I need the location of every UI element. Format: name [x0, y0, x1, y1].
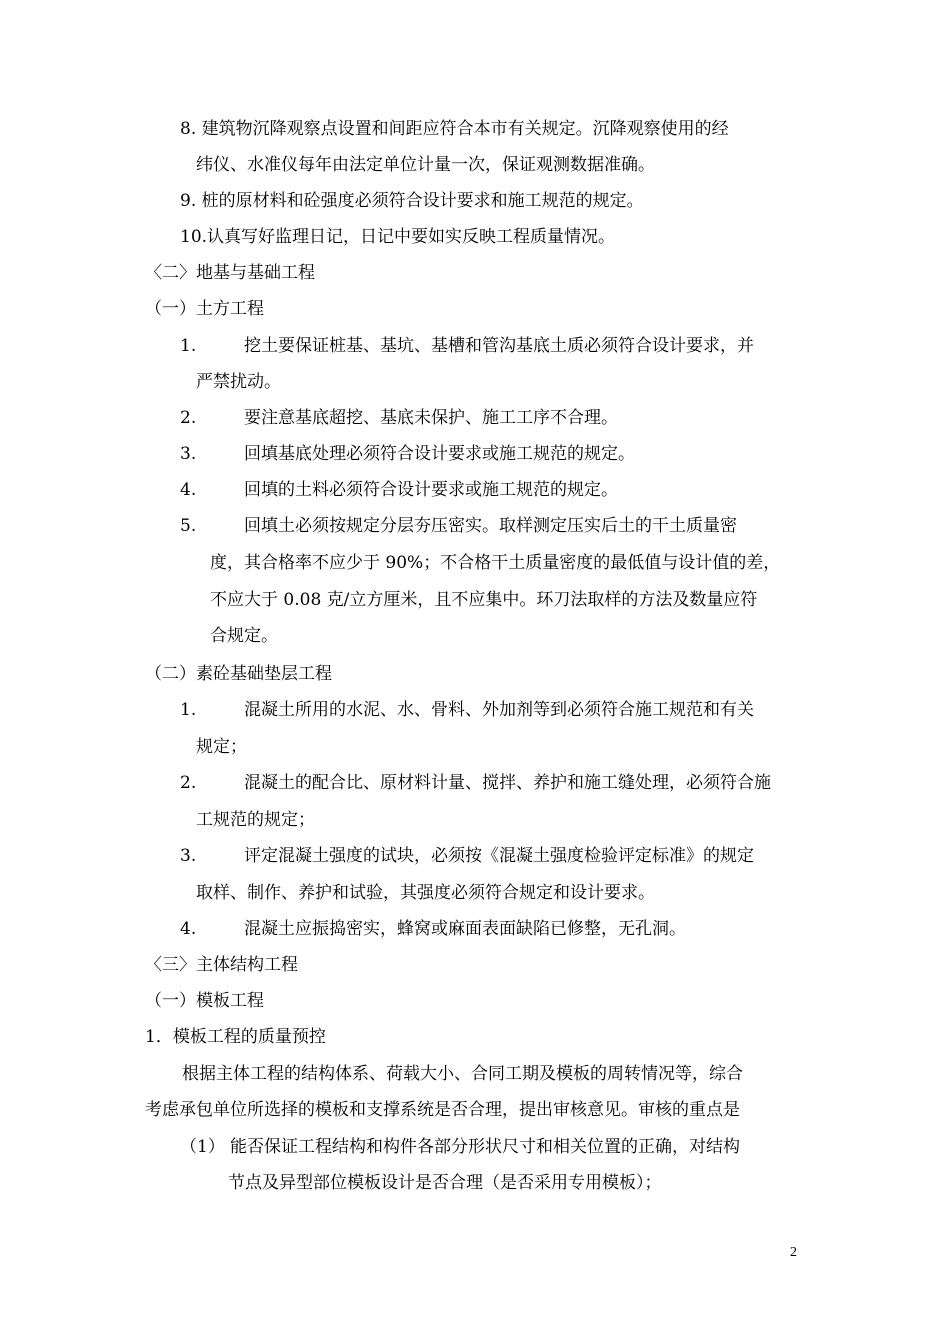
- concrete-item-2-line-1: 2. 混凝土的配合比、原材料计量、搅拌、养护和施工缝处理，必须符合施: [180, 773, 771, 793]
- review-item-1-line-1: （1） 能否保证工程结构和构件各部分形状尺寸和相关位置的正确，对结构: [180, 1137, 740, 1157]
- section-heading: 〈三〉主体结构工程: [145, 955, 298, 975]
- item-number: 3.: [180, 846, 197, 866]
- item-number: 2.: [180, 408, 197, 428]
- item-number: 3.: [180, 444, 197, 464]
- concrete-item-4-line-1: 4. 混凝土应振捣密实，蜂窝或麻面表面缺陷已修整，无孔洞。: [180, 919, 686, 939]
- item-number: 2.: [180, 773, 197, 793]
- review-item-1-line-2: 节点及异型部位模板设计是否合理（是否采用专用模板）；: [228, 1173, 662, 1193]
- item-number: 9.: [180, 191, 197, 211]
- subsection-heading: （二）素砼基础垫层工程: [145, 664, 332, 684]
- item-9-line-1: 9. 桩的原材料和砼强度必须符合设计要求和施工规范的规定。: [180, 191, 644, 211]
- item-number: 4.: [180, 919, 197, 939]
- point-heading: 1．模板工程的质量预控: [145, 1027, 326, 1047]
- page-number: 2: [790, 1245, 797, 1260]
- item-number: 4.: [180, 480, 197, 500]
- earthwork-item-5-line-4: 合规定。: [210, 626, 278, 646]
- paragraph-line-2: 考虑承包单位所选择的模板和支撑系统是否合理，提出审核意见。审核的重点是: [145, 1100, 740, 1120]
- item-8-line-1: 8. 建筑物沉降观察点设置和间距应符合本市有关规定。沉降观察使用的经: [180, 119, 729, 139]
- item-number: 1.: [180, 700, 197, 720]
- item-number: 5.: [180, 516, 197, 536]
- earthwork-item-5-line-1: 5. 回填土必须按规定分层夯压密实。取样测定压实后土的干土质量密: [180, 516, 737, 536]
- earthwork-item-2-line-1: 2. 要注意基底超挖、基底未保护、施工工序不合理。: [180, 408, 618, 428]
- item-number: 1.: [180, 336, 197, 356]
- paragraph-line-1: 根据主体工程的结构体系、荷载大小、合同工期及模板的周转情况等，综合: [182, 1064, 743, 1084]
- section-heading: 〈二〉地基与基础工程: [145, 263, 315, 283]
- item-number: 10.: [180, 227, 208, 247]
- subsection-heading: （一）模板工程: [145, 991, 264, 1011]
- earthwork-item-4-line-1: 4. 回填的土料必须符合设计要求或施工规范的规定。: [180, 480, 618, 500]
- earthwork-item-5-line-3: 不应大于 0.08 克/立方厘米，且不应集中。环刀法取样的方法及数量应符: [210, 590, 758, 610]
- concrete-item-2-line-2: 工规范的规定；: [196, 810, 315, 830]
- item-number: 8.: [180, 119, 197, 139]
- subsection-heading: （一）土方工程: [145, 299, 264, 319]
- item-10-line-1: 10.认真写好监理日记，日记中要如实反映工程质量情况。: [180, 227, 616, 247]
- concrete-item-1-line-1: 1. 混凝土所用的水泥、水、骨料、外加剂等到必须符合施工规范和有关: [180, 700, 754, 720]
- concrete-item-3-line-2: 取样、制作、养护和试验，其强度必须符合规定和设计要求。: [196, 883, 655, 903]
- concrete-item-1-line-2: 规定；: [196, 737, 247, 757]
- concrete-item-3-line-1: 3. 评定混凝土强度的试块，必须按《混凝土强度检验评定标准》的规定: [180, 846, 754, 866]
- item-8-line-2: 纬仪、水准仪每年由法定单位计量一次，保证观测数据准确。: [196, 155, 655, 175]
- earthwork-item-5-line-2: 度，其合格率不应少于 90%；不合格干土质量密度的最低值与设计值的差，: [210, 553, 781, 573]
- item-number: （1）: [180, 1137, 225, 1157]
- earthwork-item-3-line-1: 3. 回填基底处理必须符合设计要求或施工规范的规定。: [180, 444, 635, 464]
- earthwork-item-1-line-2: 严禁扰动。: [196, 372, 281, 392]
- earthwork-item-1-line-1: 1. 挖土要保证桩基、基坑、基槽和管沟基底土质必须符合设计要求，并: [180, 336, 754, 356]
